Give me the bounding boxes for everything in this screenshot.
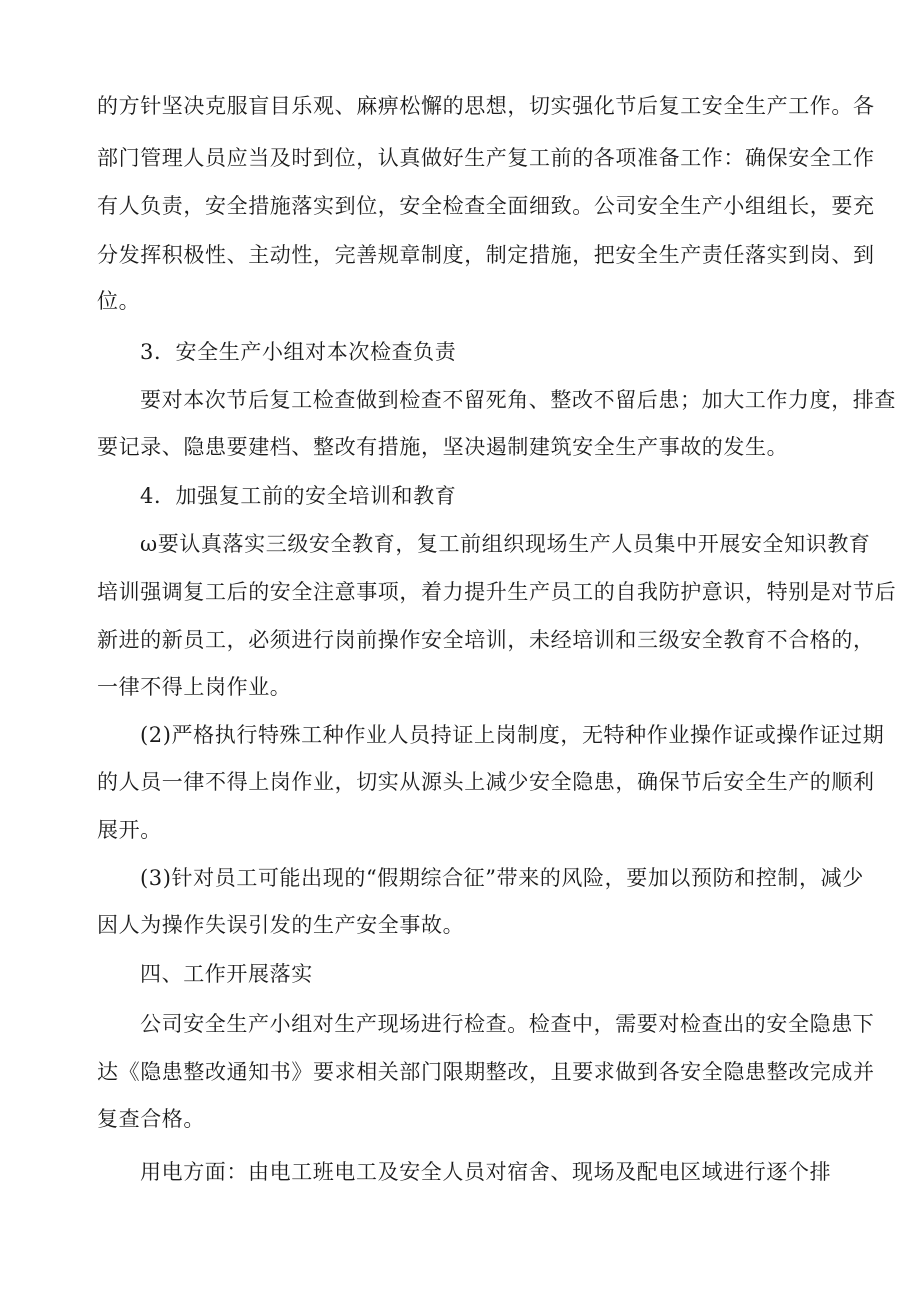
paragraph-line: 位。: [97, 289, 141, 313]
paragraph-line: (2)严格执行特殊工种作业人员持证上岗制度，无特种作业操作证或操作证过期: [140, 723, 885, 747]
paragraph-line: 分发挥积极性、主动性，完善规章制度，制定措施，把安全生产责任落实到岗、到: [97, 243, 875, 267]
section-heading: 4．加强复工前的安全培训和教育: [140, 484, 457, 508]
paragraph-line: 一律不得上岗作业。: [97, 675, 292, 699]
paragraph-line: 因人为操作失误引发的生产安全事故。: [97, 913, 465, 937]
section-heading: 四、工作开展落实: [140, 962, 313, 986]
paragraph-line: 展开。: [97, 818, 162, 842]
paragraph-line: 达《隐患整改通知书》要求相关部门限期整改，且要求做到各安全隐患整改完成并: [97, 1060, 875, 1084]
paragraph-line: 有人负责，安全措施落实到位，安全检查全面细致。公司安全生产小组组长，要充: [97, 194, 875, 218]
paragraph-line: 新进的新员工，必须进行岗前操作安全培训，未经培训和三级安全教育不合格的，: [97, 628, 875, 652]
paragraph-line: 复查合格。: [97, 1107, 205, 1131]
paragraph-line: 部门管理人员应当及时到位，认真做好生产复工前的各项准备工作：确保安全工作: [97, 146, 875, 170]
paragraph-line: 的人员一律不得上岗作业，切实从源头上减少安全隐患，确保节后安全生产的顺利: [97, 770, 875, 794]
paragraph-line: 的方针坚决克服盲目乐观、麻痹松懈的思想，切实强化节后复工安全生产工作。各: [97, 94, 875, 118]
paragraph-line: (3)针对员工可能出现的“假期综合征”带来的风险，要加以预防和控制，减少: [140, 866, 864, 890]
paragraph-line: 要记录、隐患要建档、整改有措施，坚决遏制建筑安全生产事故的发生。: [97, 435, 789, 459]
paragraph-line: 培训强调复工后的安全注意事项，着力提升生产员工的自我防护意识，特别是对节后: [97, 580, 897, 604]
paragraph-line: 公司安全生产小组对生产现场进行检查。检查中，需要对检查出的安全隐患下: [140, 1012, 875, 1036]
section-heading: 3．安全生产小组对本次检查负责: [140, 340, 457, 364]
paragraph-line: ω要认真落实三级安全教育，复工前组织现场生产人员集中开展安全知识教育: [140, 532, 871, 556]
paragraph-line: 要对本次节后复工检查做到检查不留死角、整改不留后患；加大工作力度，排查: [140, 388, 896, 412]
paragraph-line: 用电方面：由电工班电工及安全人员对宿舍、现场及配电区域进行逐个排: [140, 1160, 832, 1184]
